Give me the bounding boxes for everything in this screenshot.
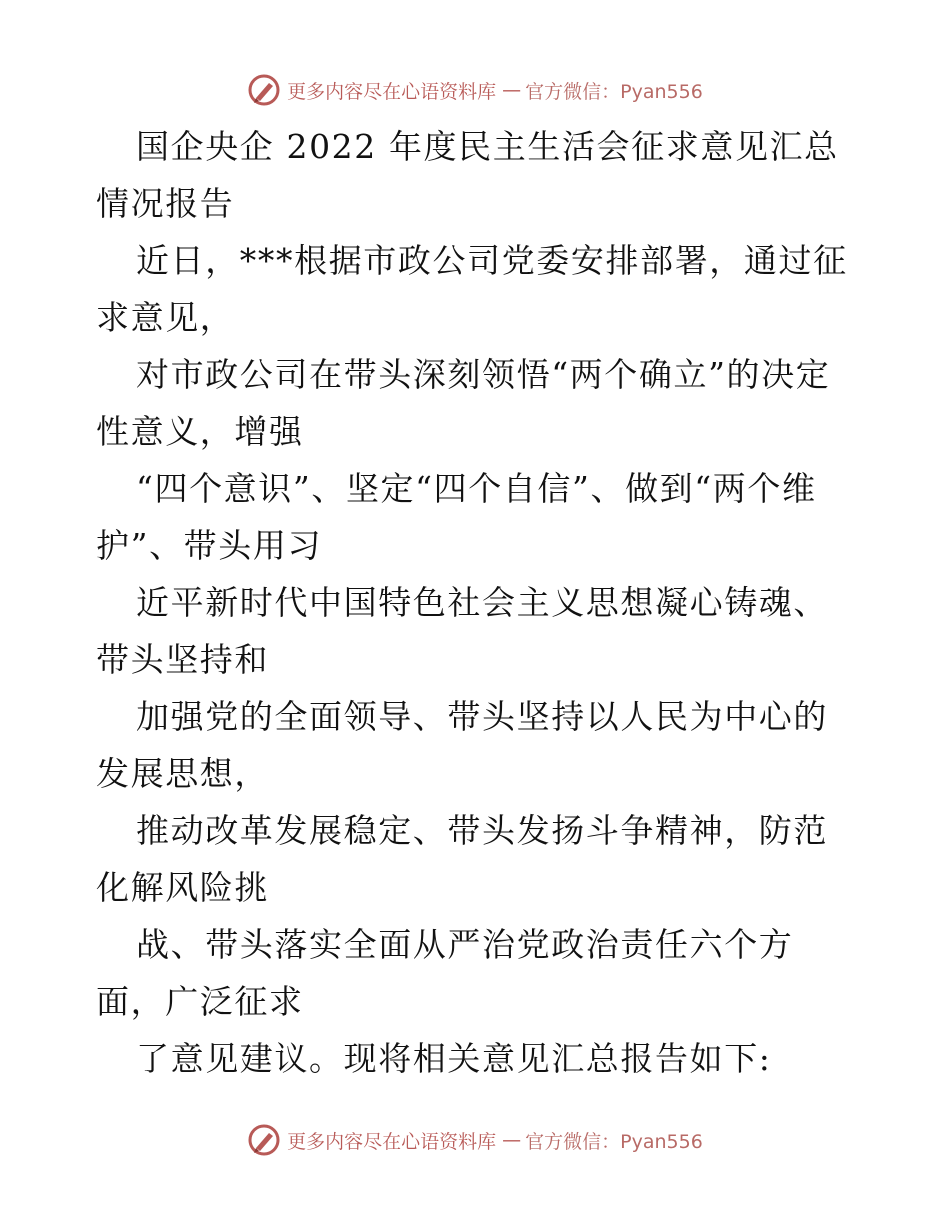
watermark-contact: 官方微信：Pyan556 bbox=[525, 80, 703, 103]
watermark-separator: — bbox=[502, 79, 520, 101]
watermark-contact: 官方微信：Pyan556 bbox=[525, 1130, 703, 1153]
paragraph: 推动改革发展稳定、带头发扬斗争精神，防范化解风险挑 bbox=[96, 811, 828, 907]
document-title: 国企央企 2022 年度民主生活会征求意见汇总情况报告 bbox=[96, 127, 839, 223]
watermark-footer bbox=[0, 1120, 950, 1160]
paragraph: 近日，***根据市政公司党委安排部署，通过征求意见， bbox=[96, 241, 848, 337]
watermark-text: 更多内容尽在心语资料库 bbox=[287, 80, 497, 103]
paragraph: 了意见建议。现将相关意见汇总报告如下: bbox=[136, 1039, 772, 1078]
watermark-text: 更多内容尽在心语资料库 bbox=[287, 1130, 497, 1153]
document-body bbox=[96, 118, 856, 1087]
paragraph: 对市政公司在带头深刻领悟“两个确立”的决定性意义，增强 bbox=[96, 355, 831, 451]
paragraph: 战、带头落实全面从严治党政治责任六个方面，广泛征求 bbox=[96, 925, 794, 1021]
paragraph: 近平新时代中国特色社会主义思想凝心铸魂、带头坚持和 bbox=[96, 583, 828, 679]
watermark-header bbox=[0, 70, 950, 110]
pen-logo-icon bbox=[247, 1123, 281, 1157]
paragraph: 加强党的全面领导、带头坚持以人民为中心的发展思想， bbox=[96, 697, 828, 793]
paragraph: “四个意识”、坚定“四个自信”、做到“两个维护”、带头用习 bbox=[96, 469, 817, 565]
watermark-separator: — bbox=[502, 1129, 520, 1151]
pen-logo-icon bbox=[247, 73, 281, 107]
